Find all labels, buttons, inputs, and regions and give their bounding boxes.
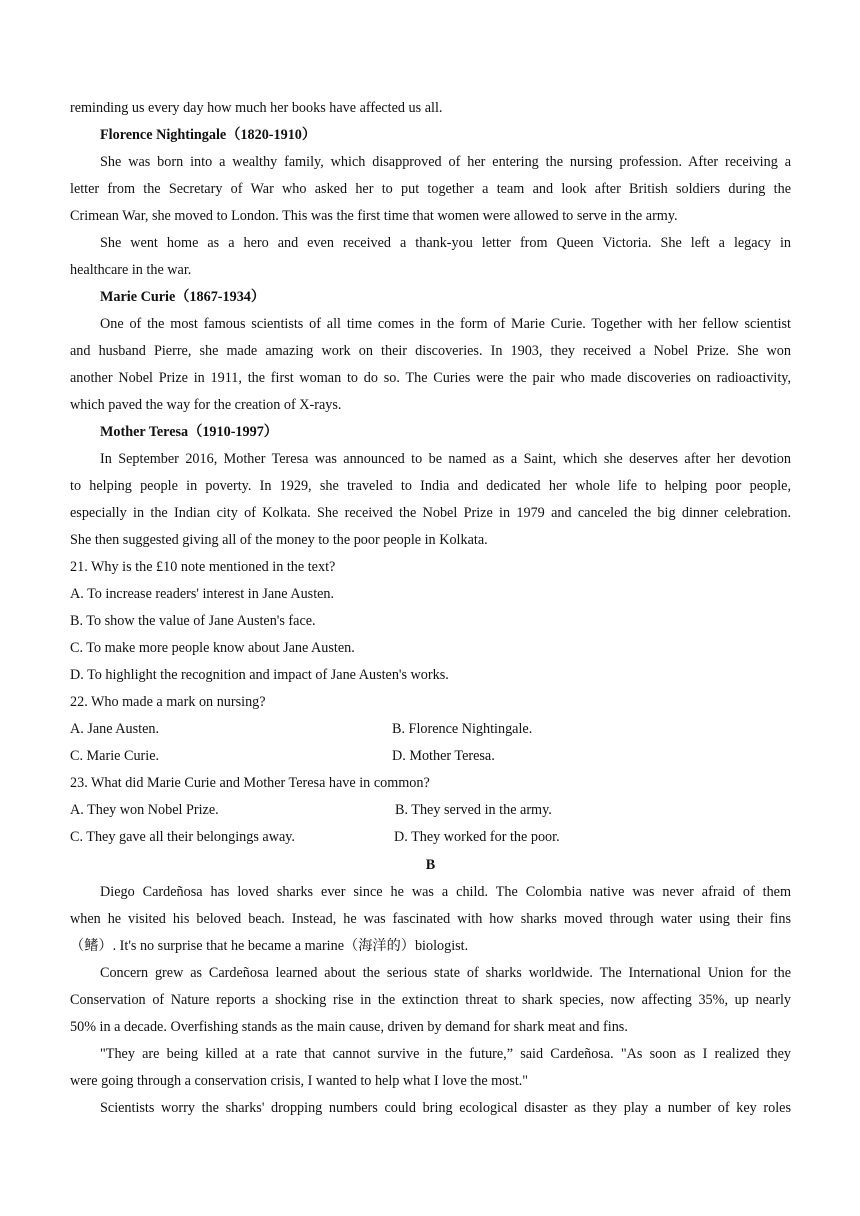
passage-a-intro-tail: reminding us every day how much her books have affected us all. — [70, 100, 443, 116]
q22-row-ab — [70, 719, 791, 739]
passage-b-p1-line: （鳍）. It's no surprise that he became a marine（海洋的）biologist. — [70, 938, 469, 954]
passage-b-p4-line: Scientists worry the sharks' dropping numbers could bring ecological disaster as they play a number of key roles — [100, 1100, 791, 1116]
q23-stem: 23. What did Marie Curie and Mother Teresa have in common? — [70, 775, 430, 791]
q21-option-a: A. To increase readers' interest in Jane Austen. — [70, 586, 335, 602]
q22-stem: 22. Who made a mark on nursing? — [70, 694, 266, 710]
passage-b-heading: B — [425, 857, 436, 873]
q22-option-c: C. Marie Curie. — [70, 748, 160, 764]
passage-b-p1-line: when he visited his beloved beach. Instead, he was fascinated with how sharks moved through water using their fins — [70, 911, 791, 927]
teresa-p1-line: especially in the Indian city of Kolkata. She received the Nobel Prize in 1979 and canceled the big dinner celebration. — [70, 505, 791, 521]
nightingale-p1-line: She was born into a wealthy family, which disapproved of her entering the nursing profession. After receiving a — [100, 154, 791, 170]
q23-option-d: D. They worked for the poor. — [394, 829, 560, 845]
curie-p1-line: One of the most famous scientists of all time comes in the form of Marie Curie. Together with her fellow scientist — [100, 316, 791, 332]
teresa-heading: Mother Teresa（1910-1997） — [100, 424, 278, 440]
q21-option-b: B. To show the value of Jane Austen's face. — [70, 613, 316, 629]
q22-row-cd — [70, 746, 791, 766]
q22-option-d: D. Mother Teresa. — [392, 748, 495, 764]
q23-row-cd — [70, 827, 791, 847]
nightingale-p2-line: healthcare in the war. — [70, 262, 192, 278]
q23-option-b: B. They served in the army. — [395, 802, 552, 818]
q22-option-a: A. Jane Austen. — [70, 721, 160, 737]
q21-option-d: D. To highlight the recognition and impact of Jane Austen's works. — [70, 667, 449, 683]
passage-b-p2-line: 50% in a decade. Overfishing stands as the main cause, driven by demand for shark meat and fins. — [70, 1019, 628, 1035]
passage-b-p2-line: Concern grew as Cardeñosa learned about the serious state of sharks worldwide. The International Union for the — [100, 965, 791, 981]
q21-option-c: C. To make more people know about Jane Austen. — [70, 640, 355, 656]
q23-option-c: C. They gave all their belongings away. — [70, 829, 295, 845]
teresa-p1-line: She then suggested giving all of the money to the poor people in Kolkata. — [70, 532, 488, 548]
q22-option-b: B. Florence Nightingale. — [392, 721, 533, 737]
curie-p1-line: another Nobel Prize in 1911, the first woman to do so. The Curies were the pair who made discoveries on radioactivity, — [70, 370, 791, 386]
passage-b-p3-line: "They are being killed at a rate that cannot survive in the future,” said Cardeñosa. "As soon as I realized they — [100, 1046, 791, 1062]
passage-b-p2-line: Conservation of Nature reports a shocking rise in the extinction threat to shark species, now affecting 35%, up nearly — [70, 992, 791, 1008]
nightingale-p1-line: Crimean War, she moved to London. This was the first time that women were allowed to serve in the army. — [70, 208, 678, 224]
curie-heading: Marie Curie（1867-1934） — [100, 289, 266, 305]
teresa-p1-line: to helping people in poverty. In 1929, she traveled to India and dedicated her whole life to helping poor people, — [70, 478, 791, 494]
nightingale-p2-line: She went home as a hero and even received a thank-you letter from Queen Victoria. She left a legacy in — [100, 235, 791, 251]
nightingale-p1-line: letter from the Secretary of War who asked her to put together a team and look after British soldiers during the — [70, 181, 791, 197]
curie-p1-line: which paved the way for the creation of X-rays. — [70, 397, 342, 413]
q23-row-ab — [70, 800, 791, 820]
passage-b-p1-line: Diego Cardeñosa has loved sharks ever since he was a child. The Colombia native was never afraid of them — [100, 884, 791, 900]
teresa-p1-line: In September 2016, Mother Teresa was announced to be named as a Saint, which she deserves after her devotion — [100, 451, 791, 467]
q23-option-a: A. They won Nobel Prize. — [70, 802, 219, 818]
passage-b-p3-line: were going through a conservation crisis, I wanted to help what I love the most." — [70, 1073, 529, 1089]
nightingale-heading: Florence Nightingale（1820-1910） — [100, 127, 317, 143]
curie-p1-line: and husband Pierre, she made amazing work on their discoveries. In 1903, they received a Nobel Prize. She won — [70, 343, 791, 359]
q21-stem: 21. Why is the £10 note mentioned in the text? — [70, 559, 336, 575]
